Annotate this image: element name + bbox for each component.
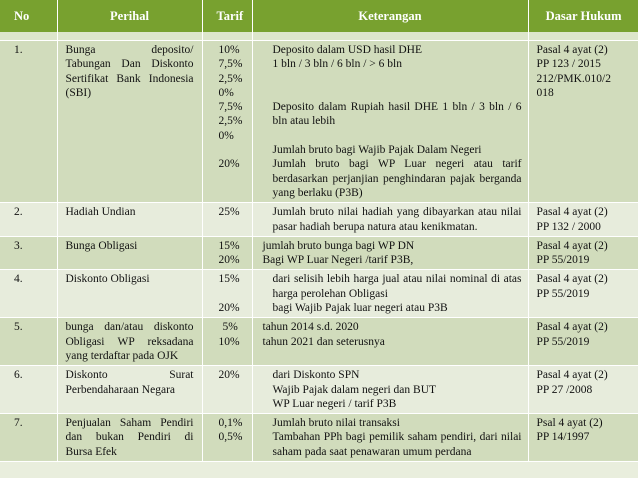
table-row: [0, 414, 638, 462]
cell-perihal: Diskonto Surat Perbendaharaan Negara: [57, 366, 202, 414]
cell-perihal: bunga dan/atau diskonto Obligasi WP reksadana yang terdaftar pada OJK: [57, 318, 202, 366]
header-perihal: Perihal: [57, 0, 202, 32]
cell-perihal: Hadiah Undian: [57, 203, 202, 237]
cell-keterangan: dari selisih lebih harga jual atau nilai nominal di atas harga perolehan Obligasi bagi Wajib Pajak luar negeri atau P3B: [252, 270, 528, 318]
cell-tarif: 5% 10%: [202, 318, 252, 366]
cell-dasar-hukum: Pasal 4 ayat (2) PP 55/2019: [528, 318, 638, 366]
cell-keterangan: jumlah bruto bunga bagi WP DN Bagi WP Luar Negeri /tarif P3B,: [252, 236, 528, 270]
table-row: [0, 318, 638, 366]
cell-dasar-hukum: Pasal 4 ayat (2) PP 123 / 2015 212/PMK.010/2 018: [528, 41, 638, 203]
cell-perihal: Diskonto Obligasi: [57, 270, 202, 318]
cell-tarif: 15% 20%: [202, 236, 252, 270]
cell-perihal: Bunga Obligasi: [57, 236, 202, 270]
cell-perihal: Bunga deposito/ Tabungan Dan Diskonto Sertifikat Bank Indonesia (SBI): [57, 41, 202, 203]
cell-tarif: 20%: [202, 366, 252, 414]
table-row: [0, 41, 638, 203]
cell-keterangan: tahun 2014 s.d. 2020 tahun 2021 dan seterusnya: [252, 318, 528, 366]
cell-perihal: Penjualan Saham Pendiri dan bukan Pendiri di Bursa Efek: [57, 414, 202, 462]
cell-no: 5.: [0, 318, 57, 366]
cell-keterangan: Deposito dalam USD hasil DHE 1 bln / 3 bln / 6 bln / > 6 bln Deposito dalam Rupiah hasil DHE 1 bln / 3 bln / 6 bln atau lebih Jumlah bruto bagi Wajib Pajak Dalam Negeri Jumlah bruto bagi WP Luar negeri atau tarif berdasarkan perjanjian penghindaran pajak berganda yang berlaku (P3B): [252, 41, 528, 203]
header-tarif: Tarif: [202, 0, 252, 32]
header-no: No: [0, 0, 57, 32]
header-dasar-hukum: Dasar Hukum: [528, 0, 638, 32]
table-row: [0, 203, 638, 237]
cell-tarif: 25%: [202, 203, 252, 237]
cell-tarif: 0,1% 0,5%: [202, 414, 252, 462]
cell-keterangan: dari Diskonto SPN Wajib Pajak dalam negeri dan BUT WP Luar negeri / tarif P3B: [252, 366, 528, 414]
cell-dasar-hukum: Pasal 4 ayat (2) PP 55/2019: [528, 270, 638, 318]
cell-tarif: 15% 20%: [202, 270, 252, 318]
cell-keterangan: Jumlah bruto nilai transaksi Tambahan PPh bagi pemilik saham pendiri, dari nilai saham pada saat penawaran umum perdana: [252, 414, 528, 462]
cell-keterangan: Jumlah bruto nilai hadiah yang dibayarkan atau nilai pasar hadiah berupa natura atau kenikmatan.: [252, 203, 528, 237]
cell-no: 3.: [0, 236, 57, 270]
cell-tarif: 10% 7,5% 2,5% 0% 7,5% 2,5% 0% 20%: [202, 41, 252, 203]
header-row: [0, 0, 638, 32]
cell-no: 2.: [0, 203, 57, 237]
header-keterangan: Keterangan: [252, 0, 528, 32]
cell-dasar-hukum: Pasal 4 ayat (2) PP 55/2019: [528, 236, 638, 270]
table-row: [0, 366, 638, 414]
cell-no: 1.: [0, 41, 57, 203]
table-row: [0, 236, 638, 270]
cell-dasar-hukum: Pasal 4 ayat (2) PP 27 /2008: [528, 366, 638, 414]
spacer-row: [0, 32, 638, 41]
cell-no: 7.: [0, 414, 57, 462]
cell-no: 4.: [0, 270, 57, 318]
cell-dasar-hukum: Pasal 4 ayat (2) PP 132 / 2000: [528, 203, 638, 237]
cell-no: 6.: [0, 366, 57, 414]
table-row: [0, 270, 638, 318]
cell-dasar-hukum: Psal 4 ayat (2) PP 14/1997: [528, 414, 638, 462]
